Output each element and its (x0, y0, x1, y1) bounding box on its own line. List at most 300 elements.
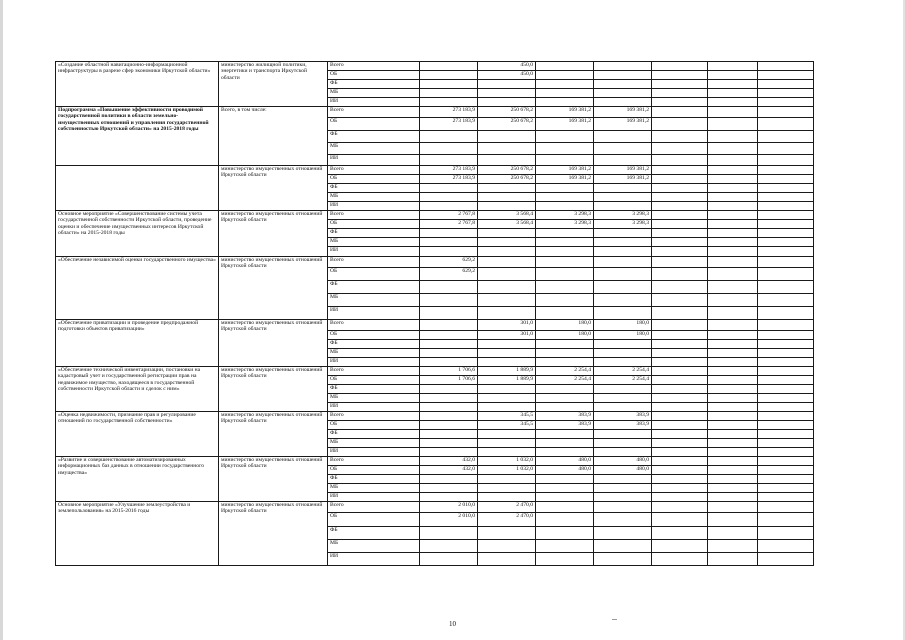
value-cell: 180,0 (536, 320, 594, 331)
value-cell (708, 475, 758, 484)
executor-cell: Всего, в том числе: (219, 107, 328, 166)
value-cell (708, 175, 758, 184)
value-cell (536, 394, 594, 403)
value-cell (594, 229, 652, 238)
value-cell (758, 385, 814, 394)
funding-source-cell: ИИ (328, 358, 420, 367)
funding-source-cell: МБ (328, 143, 420, 155)
value-cell (652, 62, 708, 71)
value-cell (478, 89, 536, 98)
value-cell: 345,5 (478, 412, 536, 421)
value-cell (758, 281, 814, 294)
value-cell (536, 193, 594, 202)
funding-source-cell: Всего (328, 62, 420, 71)
value-cell (758, 257, 814, 268)
executor-cell: министерство имущественных отношений Иркутской области (219, 457, 328, 502)
value-cell (708, 403, 758, 412)
value-cell: 629,2 (420, 268, 478, 281)
value-cell (758, 349, 814, 358)
value-cell (420, 143, 478, 155)
value-cell (536, 268, 594, 281)
value-cell: 383,9 (594, 412, 652, 421)
value-cell (478, 340, 536, 349)
value-cell (652, 71, 708, 80)
value-cell (594, 89, 652, 98)
value-cell (708, 193, 758, 202)
value-cell (652, 184, 708, 193)
value-cell: 2 010,0 (420, 513, 478, 527)
measure-name-cell: «Обеспечение технической инвентаризации, постановки на кадастровый учет и государственной регистрации прав на недвижимое имущество, находящееся в государственной собственности Иркутской области и сделок с ним» (56, 367, 219, 412)
value-cell (708, 448, 758, 457)
value-cell (758, 71, 814, 80)
value-cell (652, 430, 708, 439)
funding-source-cell: ОБ (328, 421, 420, 430)
value-cell (420, 307, 478, 320)
value-cell (652, 281, 708, 294)
value-cell: 273 183,9 (420, 107, 478, 118)
value-cell (652, 143, 708, 155)
value-cell (594, 502, 652, 513)
value-cell (420, 80, 478, 89)
value-cell (536, 155, 594, 166)
value-cell (594, 281, 652, 294)
value-cell (594, 403, 652, 412)
value-cell (652, 513, 708, 527)
funding-source-cell: ОБ (328, 175, 420, 184)
value-cell: 2 254,4 (594, 376, 652, 385)
value-cell (652, 349, 708, 358)
funding-source-cell: ИИ (328, 493, 420, 502)
value-cell (708, 229, 758, 238)
value-cell (594, 553, 652, 566)
value-cell (652, 439, 708, 448)
value-cell (478, 257, 536, 268)
value-cell (478, 385, 536, 394)
value-cell (708, 340, 758, 349)
value-cell (758, 493, 814, 502)
value-cell (536, 540, 594, 553)
value-cell (420, 385, 478, 394)
value-cell (708, 211, 758, 220)
value-cell (478, 238, 536, 247)
funding-source-cell: ОБ (328, 466, 420, 475)
value-cell (758, 331, 814, 340)
value-cell (652, 202, 708, 211)
value-cell (758, 307, 814, 320)
value-cell: 2 010,0 (420, 502, 478, 513)
value-cell (758, 553, 814, 566)
value-cell (708, 131, 758, 143)
measure-name-cell (56, 166, 219, 211)
value-cell (594, 340, 652, 349)
funding-source-cell: Всего (328, 502, 420, 513)
value-cell (708, 439, 758, 448)
value-cell (708, 294, 758, 307)
funding-source-cell: ФБ (328, 527, 420, 540)
value-cell (594, 80, 652, 89)
value-cell: 169 381,2 (594, 107, 652, 118)
value-cell: 432,0 (420, 466, 478, 475)
value-cell (758, 513, 814, 527)
value-cell (478, 403, 536, 412)
value-cell: 180,0 (536, 331, 594, 340)
value-cell (420, 527, 478, 540)
value-cell (758, 268, 814, 281)
value-cell (478, 439, 536, 448)
value-cell (478, 294, 536, 307)
value-cell (594, 430, 652, 439)
value-cell (758, 98, 814, 107)
value-cell (758, 340, 814, 349)
value-cell (652, 268, 708, 281)
funding-source-cell: Всего (328, 457, 420, 466)
value-cell (420, 493, 478, 502)
executor-cell: министерство жилищной политики, энергетики и транспорта Иркутской области (219, 62, 328, 107)
funding-source-cell: ОБ (328, 268, 420, 281)
value-cell (536, 493, 594, 502)
value-cell (420, 247, 478, 257)
funding-source-cell: МБ (328, 349, 420, 358)
funding-source-cell: МБ (328, 540, 420, 553)
value-cell (652, 448, 708, 457)
funding-source-cell: ФБ (328, 475, 420, 484)
value-cell (594, 71, 652, 80)
value-cell (420, 281, 478, 294)
value-cell (536, 385, 594, 394)
funding-source-cell: МБ (328, 193, 420, 202)
value-cell: 250 678,2 (478, 107, 536, 118)
value-cell (536, 340, 594, 349)
value-cell (478, 143, 536, 155)
value-cell (594, 268, 652, 281)
funding-source-cell: ФБ (328, 229, 420, 238)
value-cell: 169 381,2 (536, 107, 594, 118)
value-cell (536, 439, 594, 448)
scan-edge-left (0, 0, 3, 640)
value-cell (652, 484, 708, 493)
value-cell (708, 484, 758, 493)
value-cell (478, 493, 536, 502)
value-cell (420, 358, 478, 367)
value-cell (652, 394, 708, 403)
value-cell (536, 238, 594, 247)
value-cell (594, 540, 652, 553)
value-cell: 2 254,4 (536, 376, 594, 385)
executor-cell: министерство имущественных отношений Иркутской области (219, 320, 328, 367)
funding-source-cell: ФБ (328, 340, 420, 349)
value-cell (420, 98, 478, 107)
funding-source-cell: ОБ (328, 331, 420, 340)
measure-name-cell: «Обеспечение независимой оценки государственного имущества» (56, 257, 219, 320)
executor-cell: министерство имущественных отношений Иркутской области (219, 502, 328, 566)
value-cell (420, 320, 478, 331)
value-cell (594, 448, 652, 457)
funding-source-cell: ИИ (328, 448, 420, 457)
value-cell: 180,0 (594, 331, 652, 340)
value-cell (536, 184, 594, 193)
value-cell (652, 80, 708, 89)
budget-table-body (56, 62, 814, 566)
value-cell (708, 89, 758, 98)
value-cell (708, 107, 758, 118)
value-cell: 432,0 (420, 457, 478, 466)
value-cell (594, 257, 652, 268)
value-cell (708, 527, 758, 540)
funding-source-cell: МБ (328, 294, 420, 307)
value-cell (652, 527, 708, 540)
value-cell: 301,0 (478, 331, 536, 340)
value-cell (594, 493, 652, 502)
value-cell (478, 202, 536, 211)
funding-source-cell: ФБ (328, 80, 420, 89)
funding-source-cell: ИИ (328, 202, 420, 211)
value-cell (652, 247, 708, 257)
value-cell (478, 193, 536, 202)
value-cell (758, 238, 814, 247)
value-cell (708, 331, 758, 340)
value-cell (594, 193, 652, 202)
value-cell (708, 281, 758, 294)
value-cell (652, 367, 708, 376)
value-cell (594, 294, 652, 307)
value-cell (536, 430, 594, 439)
value-cell (420, 412, 478, 421)
value-cell (478, 98, 536, 107)
value-cell (420, 71, 478, 80)
value-cell (652, 294, 708, 307)
table-row (56, 107, 814, 118)
value-cell (594, 513, 652, 527)
measure-name-cell: «Создание областной навигационно-информационной инфраструктуры в разрезе сфер экономики Иркутской области» (56, 62, 219, 107)
value-cell (652, 89, 708, 98)
value-cell (758, 143, 814, 155)
value-cell: 169 381,2 (594, 118, 652, 131)
funding-source-cell: Всего (328, 166, 420, 175)
value-cell (420, 349, 478, 358)
value-cell (536, 403, 594, 412)
value-cell: 180,0 (594, 320, 652, 331)
value-cell (708, 540, 758, 553)
value-cell (758, 439, 814, 448)
value-cell (420, 331, 478, 340)
value-cell (536, 294, 594, 307)
value-cell (420, 238, 478, 247)
table-row (56, 412, 814, 421)
value-cell (758, 131, 814, 143)
value-cell (594, 184, 652, 193)
value-cell: 2 470,0 (478, 513, 536, 527)
value-cell (758, 457, 814, 466)
value-cell (420, 448, 478, 457)
value-cell (478, 527, 536, 540)
value-cell (652, 466, 708, 475)
value-cell (478, 184, 536, 193)
value-cell (758, 484, 814, 493)
value-cell (758, 367, 814, 376)
value-cell (652, 107, 708, 118)
value-cell: 169 381,2 (536, 175, 594, 184)
table-row (56, 62, 814, 71)
value-cell (708, 394, 758, 403)
value-cell (652, 540, 708, 553)
value-cell (652, 502, 708, 513)
funding-source-cell: ОБ (328, 513, 420, 527)
value-cell (536, 131, 594, 143)
scan-speck (612, 619, 617, 620)
value-cell (708, 247, 758, 257)
value-cell (420, 553, 478, 566)
value-cell (536, 358, 594, 367)
value-cell (420, 62, 478, 71)
value-cell (594, 527, 652, 540)
funding-source-cell: МБ (328, 238, 420, 247)
value-cell (652, 307, 708, 320)
value-cell (478, 540, 536, 553)
value-cell: 273 183,9 (420, 166, 478, 175)
value-cell (758, 294, 814, 307)
value-cell (758, 466, 814, 475)
value-cell (758, 394, 814, 403)
value-cell: 383,9 (536, 421, 594, 430)
value-cell: 3 568,4 (478, 220, 536, 229)
value-cell: 480,0 (536, 457, 594, 466)
funding-source-cell: ОБ (328, 220, 420, 229)
budget-table (55, 61, 814, 566)
value-cell (536, 143, 594, 155)
value-cell: 169 381,2 (594, 175, 652, 184)
value-cell (478, 229, 536, 238)
value-cell (708, 155, 758, 166)
value-cell: 273 183,9 (420, 175, 478, 184)
value-cell (594, 307, 652, 320)
value-cell (652, 553, 708, 566)
value-cell (478, 448, 536, 457)
value-cell (652, 358, 708, 367)
value-cell: 2 254,4 (594, 367, 652, 376)
value-cell (758, 502, 814, 513)
value-cell (758, 403, 814, 412)
value-cell (594, 475, 652, 484)
value-cell (652, 340, 708, 349)
value-cell (708, 143, 758, 155)
value-cell (594, 439, 652, 448)
value-cell (708, 553, 758, 566)
value-cell (594, 394, 652, 403)
value-cell: 450,0 (478, 62, 536, 71)
measure-name-cell: Основное мероприятие «Улучшение землеустройства и землепользования» на 2015-2016 годы (56, 502, 219, 566)
value-cell (536, 89, 594, 98)
value-cell: 1 889,9 (478, 376, 536, 385)
value-cell: 169 381,2 (536, 118, 594, 131)
value-cell: 169 381,2 (594, 166, 652, 175)
funding-source-cell: ФБ (328, 430, 420, 439)
value-cell (758, 118, 814, 131)
funding-source-cell: ОБ (328, 376, 420, 385)
value-cell (594, 349, 652, 358)
value-cell (708, 513, 758, 527)
value-cell (758, 89, 814, 98)
value-cell (758, 184, 814, 193)
table-row (56, 166, 814, 175)
value-cell (536, 202, 594, 211)
value-cell (652, 211, 708, 220)
value-cell (708, 376, 758, 385)
value-cell (536, 98, 594, 107)
value-cell (758, 475, 814, 484)
value-cell (758, 412, 814, 421)
value-cell (708, 118, 758, 131)
value-cell (708, 421, 758, 430)
value-cell (594, 62, 652, 71)
value-cell (536, 62, 594, 71)
value-cell (652, 331, 708, 340)
value-cell (758, 202, 814, 211)
value-cell (652, 220, 708, 229)
value-cell (420, 430, 478, 439)
value-cell (708, 349, 758, 358)
value-cell (708, 385, 758, 394)
executor-cell: министерство имущественных отношений Иркутской области (219, 166, 328, 211)
value-cell (420, 294, 478, 307)
value-cell (652, 175, 708, 184)
value-cell (536, 553, 594, 566)
value-cell (758, 155, 814, 166)
value-cell (708, 184, 758, 193)
value-cell: 383,9 (536, 412, 594, 421)
value-cell (652, 320, 708, 331)
value-cell: 3 298,3 (594, 211, 652, 220)
value-cell: 3 298,3 (536, 211, 594, 220)
value-cell: 480,0 (594, 457, 652, 466)
value-cell (652, 421, 708, 430)
value-cell (708, 412, 758, 421)
value-cell: 1 706,6 (420, 367, 478, 376)
value-cell (708, 307, 758, 320)
value-cell (708, 257, 758, 268)
value-cell: 3 298,3 (594, 220, 652, 229)
value-cell: 250 678,2 (478, 166, 536, 175)
value-cell (478, 80, 536, 89)
value-cell: 345,5 (478, 421, 536, 430)
value-cell (594, 143, 652, 155)
value-cell (708, 268, 758, 281)
value-cell (536, 71, 594, 80)
value-cell (708, 71, 758, 80)
value-cell (536, 448, 594, 457)
value-cell (420, 439, 478, 448)
value-cell (420, 475, 478, 484)
funding-source-cell: Всего (328, 211, 420, 220)
value-cell (708, 320, 758, 331)
value-cell: 3 568,4 (478, 211, 536, 220)
table-row (56, 502, 814, 513)
funding-source-cell: МБ (328, 89, 420, 98)
value-cell (652, 118, 708, 131)
value-cell (708, 202, 758, 211)
value-cell (708, 367, 758, 376)
value-cell (708, 220, 758, 229)
value-cell: 383,9 (594, 421, 652, 430)
value-cell (708, 502, 758, 513)
value-cell (536, 502, 594, 513)
funding-source-cell: Всего (328, 320, 420, 331)
value-cell (478, 553, 536, 566)
funding-source-cell: ИИ (328, 155, 420, 166)
value-cell (652, 493, 708, 502)
value-cell: 2 470,0 (478, 502, 536, 513)
funding-source-cell: ФБ (328, 385, 420, 394)
value-cell (758, 358, 814, 367)
